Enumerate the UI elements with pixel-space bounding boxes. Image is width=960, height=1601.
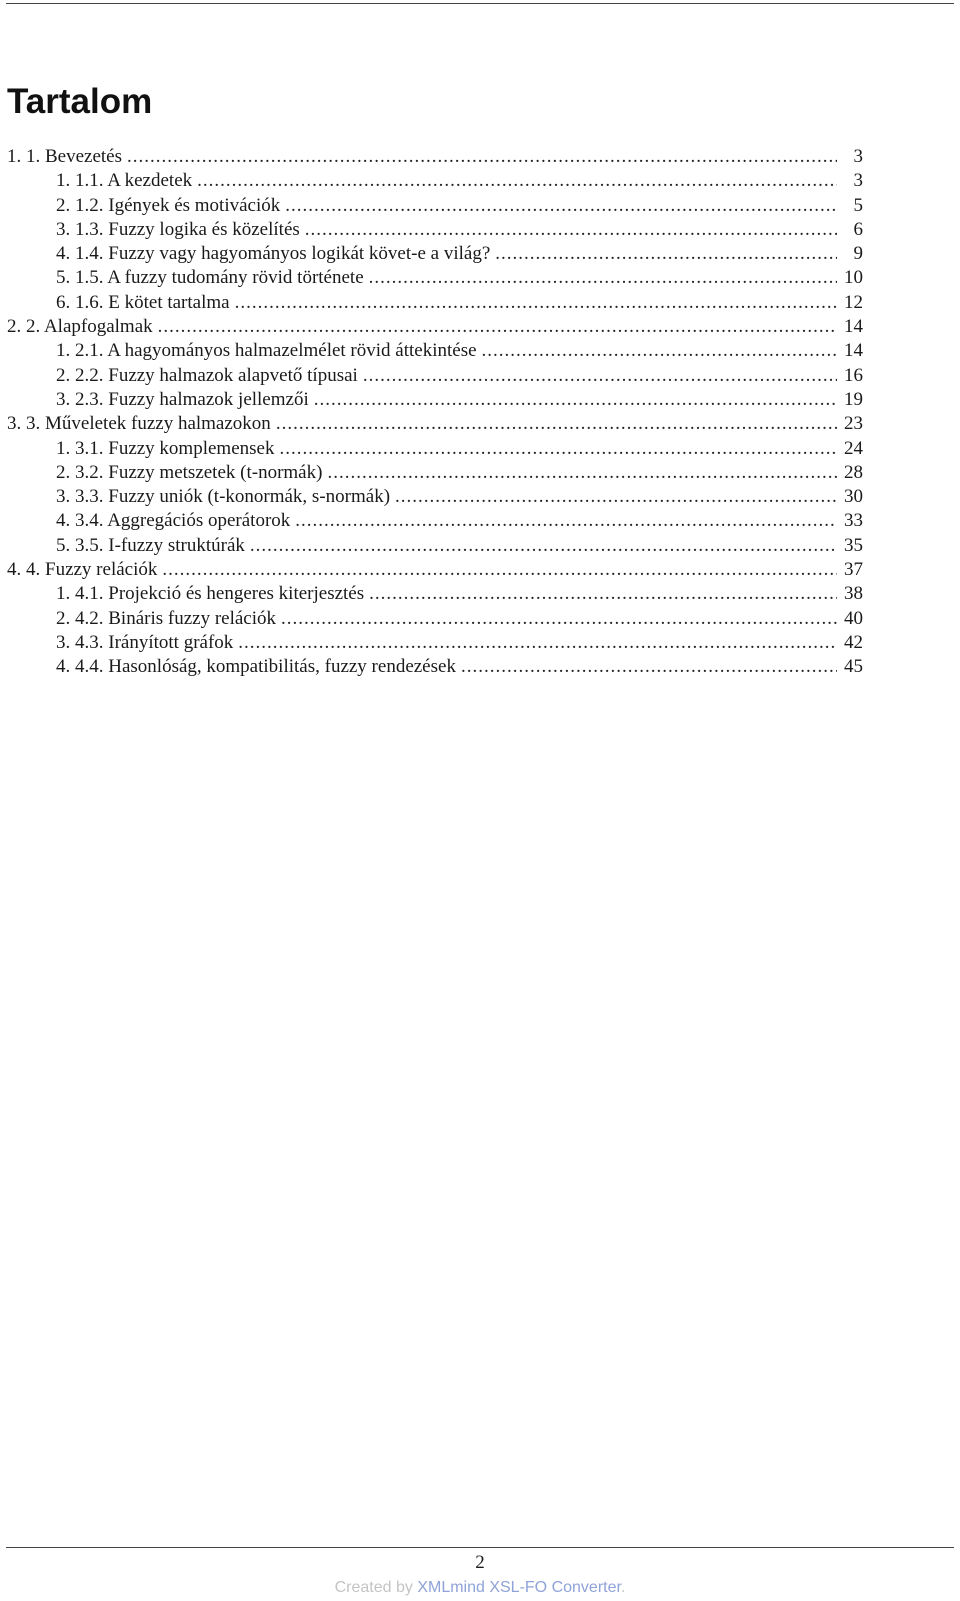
- toc-section-entry[interactable]: [7, 582, 863, 606]
- toc-dot-leader: [314, 388, 837, 412]
- toc-entry-title: 3. 4.3. Irányított gráfok: [56, 631, 234, 653]
- toc-entry-page: 23: [844, 413, 863, 435]
- footer-rule: [6, 1547, 954, 1548]
- toc-section-entry[interactable]: [7, 437, 863, 461]
- toc-section-entry[interactable]: [7, 291, 863, 315]
- toc-dot-leader: [327, 461, 837, 485]
- toc-entry-title: 1. 3.1. Fuzzy komplemensek: [56, 437, 275, 459]
- toc-chapter-entry[interactable]: [7, 558, 863, 582]
- toc-dot-leader: [197, 169, 837, 193]
- toc-entry-page: 12: [844, 291, 863, 313]
- toc-dot-leader: [482, 339, 837, 363]
- toc-entry-page: 38: [844, 583, 863, 605]
- toc-entry-title: 1. 4.1. Projekció és hengeres kiterjesztés: [56, 583, 365, 605]
- toc-section-entry[interactable]: [7, 388, 863, 412]
- credit-brand-link[interactable]: XMLmind XSL-FO Converter: [417, 1579, 621, 1596]
- toc-dot-leader: [250, 534, 837, 558]
- toc-section-entry[interactable]: [7, 607, 863, 631]
- toc-section-entry[interactable]: [7, 509, 863, 533]
- toc-entry-page: 14: [844, 316, 863, 338]
- toc-section-entry[interactable]: [7, 169, 863, 193]
- toc-entry-title: 2. 3.2. Fuzzy metszetek (t-normák): [56, 461, 323, 483]
- toc-entry-page: 10: [844, 267, 863, 289]
- toc-entry-title: 4. 4.4. Hasonlóság, kompatibilitás, fuzzy rendezések: [56, 656, 456, 678]
- toc-section-entry[interactable]: [7, 339, 863, 363]
- toc-section-entry[interactable]: [7, 631, 863, 655]
- toc-entry-title: 2. 2. Alapfogalmak: [7, 316, 153, 338]
- credit-suffix: .: [620, 1579, 626, 1596]
- toc-entry-title: 4. 3.4. Aggregációs operátorok: [56, 510, 291, 532]
- toc-entry-title: 1. 1.1. A kezdetek: [56, 170, 193, 192]
- toc-chapter-entry[interactable]: [7, 315, 863, 339]
- toc-entry-title: 5. 1.5. A fuzzy tudomány rövid története: [56, 267, 364, 289]
- toc-section-entry[interactable]: [7, 534, 863, 558]
- toc-dot-leader: [369, 582, 837, 606]
- toc-dot-leader: [127, 145, 837, 169]
- toc-entry-page: 16: [844, 364, 863, 386]
- toc-entry-title: 2. 4.2. Bináris fuzzy relációk: [56, 607, 277, 629]
- toc-dot-leader: [369, 266, 837, 290]
- toc-entry-title: 2. 1.2. Igények és motivációk: [56, 194, 281, 216]
- toc-dot-leader: [395, 485, 837, 509]
- toc-entry-page: 9: [853, 243, 863, 265]
- toc-entry-page: 24: [844, 437, 863, 459]
- toc-entry-title: 5. 3.5. I-fuzzy struktúrák: [56, 534, 245, 556]
- toc-entry-title: 3. 3.3. Fuzzy uniók (t-konormák, s-normák): [56, 486, 391, 508]
- toc-entry-title: 1. 1. Bevezetés: [7, 146, 123, 167]
- toc-entry-page: 28: [844, 461, 863, 483]
- toc-entry-page: 19: [844, 388, 863, 410]
- toc-entry-title: 3. 2.3. Fuzzy halmazok jellemzői: [56, 388, 309, 410]
- toc-dot-leader: [158, 315, 837, 339]
- toc-dot-leader: [276, 412, 837, 436]
- page-title: Tartalom: [7, 82, 153, 121]
- toc-section-entry[interactable]: [7, 266, 863, 290]
- toc-dot-leader: [461, 655, 837, 679]
- toc-entry-page: 3: [853, 146, 863, 167]
- header-rule: [6, 3, 954, 4]
- toc-entry-page: 42: [844, 631, 863, 653]
- toc-entry-title: 6. 1.6. E kötet tartalma: [56, 291, 230, 313]
- page-number: 2: [475, 1552, 485, 1573]
- toc-chapter-entry[interactable]: [7, 145, 863, 169]
- toc-entry-page: 6: [853, 218, 863, 240]
- toc-entry-page: 37: [844, 559, 863, 581]
- toc-section-entry[interactable]: [7, 485, 863, 509]
- toc-section-entry[interactable]: [7, 218, 863, 242]
- toc-entry-page: 14: [844, 340, 863, 362]
- toc-chapter-entry[interactable]: [7, 412, 863, 436]
- toc-entry-page: 5: [853, 194, 863, 216]
- table-of-contents: [7, 145, 863, 680]
- toc-section-entry[interactable]: [7, 461, 863, 485]
- toc-entry-page: 40: [844, 607, 863, 629]
- toc-entry-title: 3. 1.3. Fuzzy logika és közelítés: [56, 218, 300, 240]
- toc-dot-leader: [238, 631, 837, 655]
- toc-entry-title: 4. 1.4. Fuzzy vagy hagyományos logikát követ-e a világ?: [56, 243, 491, 265]
- toc-dot-leader: [295, 509, 837, 533]
- toc-section-entry[interactable]: [7, 242, 863, 266]
- toc-section-entry[interactable]: [7, 655, 863, 679]
- toc-dot-leader: [305, 218, 837, 242]
- toc-dot-leader: [281, 607, 837, 631]
- toc-entry-title: 1. 2.1. A hagyományos halmazelmélet rövid áttekintése: [56, 340, 477, 362]
- toc-dot-leader: [162, 558, 837, 582]
- toc-dot-leader: [285, 194, 837, 218]
- toc-entry-page: 30: [844, 486, 863, 508]
- toc-dot-leader: [235, 291, 837, 315]
- toc-entry-title: 2. 2.2. Fuzzy halmazok alapvető típusai: [56, 364, 358, 386]
- toc-entry-title: 4. 4. Fuzzy relációk: [7, 559, 158, 581]
- toc-entry-page: 3: [853, 170, 863, 192]
- toc-entry-page: 35: [844, 534, 863, 556]
- toc-entry-page: 45: [844, 656, 863, 678]
- toc-dot-leader: [279, 437, 837, 461]
- toc-dot-leader: [363, 364, 837, 388]
- toc-entry-page: 33: [844, 510, 863, 532]
- toc-entry-title: 3. 3. Műveletek fuzzy halmazokon: [7, 413, 271, 435]
- toc-section-entry[interactable]: [7, 194, 863, 218]
- toc-dot-leader: [495, 242, 837, 266]
- footer-credit: [0, 1578, 960, 1598]
- credit-prefix: Created by: [334, 1579, 418, 1596]
- toc-section-entry[interactable]: [7, 364, 863, 388]
